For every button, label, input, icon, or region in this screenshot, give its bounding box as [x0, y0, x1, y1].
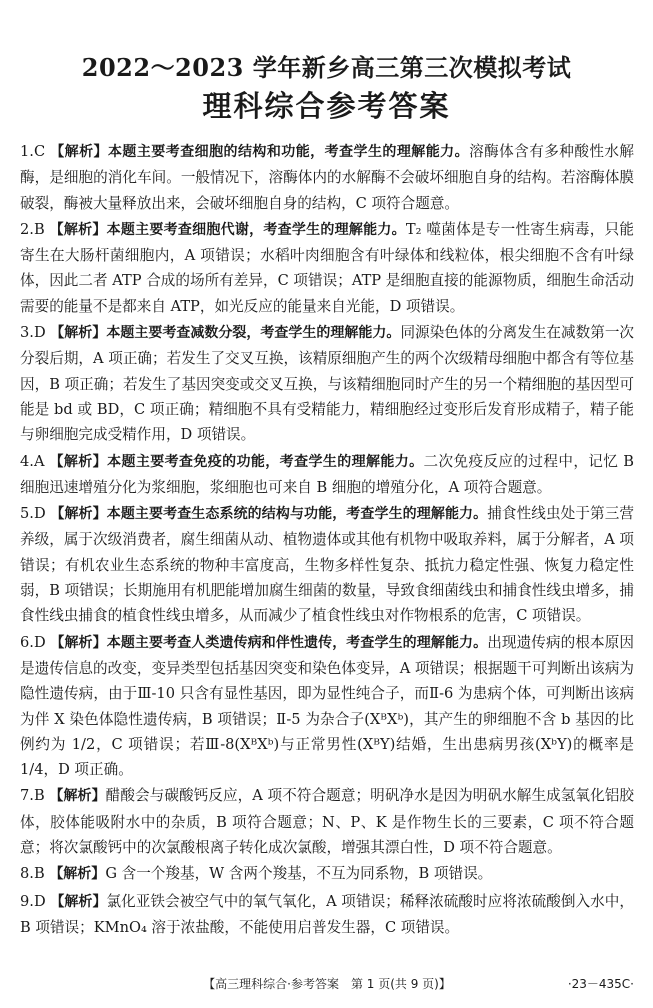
analysis-body: 氯化亚铁会被空气中的氧气氧化，A 项错误；稀释浓硫酸时应将浓硫酸倒入水中，B 项错误；KMnO₄ 溶于浓盐酸，不能使用启普发生器，C 项错误。 [20, 892, 635, 936]
answer-choice: C [33, 143, 46, 160]
analysis-body: G 含一个羧基，W 含两个羧基，不互为同系物，B 项错误。 [105, 865, 493, 883]
answer-item-2: 2.B 【解析】本题主要考查细胞代谢，考查学生的理解能力。T₂ 噬菌体是专一性寄生病毒，只能寄生在大肠杆菌细胞内，A 项错误；水稻叶肉细胞含有叶绿体和线粒体，根尖细胞不含有叶绿体，因此二者 ATP 合成的场所有差异，C 项错误；ATP 是细胞直接的能源物质，细胞生命活动需要的能量不是都来自 ATP，如光反应的能量来自光能，D 项错误。 [20, 220, 635, 315]
page-footer [20, 975, 634, 993]
answer-item-6: 6.D 【解析】本题主要考查人类遗传病和伴性遗传，考查学生的理解能力。出现遗传病的根本原因是遗传信息的改变，变异类型包括基因突变和染色体变异，A 项错误；根据题干可判断出该病为隐性遗传病，由于Ⅲ-10 只含有显性基因，即为显性纯合子，而Ⅱ-6 为患病个体，可判断出该病为伴 X 染色体隐性遗传病，B 项错误；Ⅱ-5 为杂合子(XᴮXᵇ)，其产生的卵细胞不含 b 基因的比例约为 1/2，C 项错误；若Ⅲ-8(XᴮXᵇ)与正常男性(XᴮY)结婚，生出患病男孩(XᵇY)的概率是 1/4，D 项正确。 [20, 633, 634, 779]
analysis-tag: 【解析】 [50, 506, 107, 523]
analysis-body: T₂ 噬菌体是专一性寄生病毒，只能寄生在大肠杆菌细胞内，A 项错误；水稻叶肉细胞含有叶绿体和线粒体，根尖细胞不含有叶绿体，因此二者 ATP 合成的场所有差异，C 项错误；ATP 是细胞直接的能源物质，细胞生命活动需要的能量不是都来自 ATP，如光反应的能量来自光能，D 项错误。 [20, 220, 635, 315]
exam-title: 2022～2023 学年新乡高三第三次模拟考试 [81, 53, 572, 82]
answer-choice: D [33, 892, 46, 910]
analysis-tag: 【解析】 [50, 634, 107, 651]
answer-choice: B [33, 787, 45, 805]
answer-item-3: 3.D 【解析】本题主要考查减数分裂，考查学生的理解能力。同源染色体的分离发生在减数第一次分裂后期，A 项正确；若发生了交叉互换，该精原细胞产生的两个次级精母细胞中都含有等位基因，B 项正确；若发生了基因突变或交叉互换，与该精细胞同时产生的另一个精细胞的基因型可能是 bd 或 BD，C 项正确；精细胞不具有受精能力，精细胞经过变形后发育形成精子，精子能与卵细胞完成受精作用，D 项错误。 [20, 324, 635, 444]
answer-choice: D [33, 633, 46, 651]
answer-item-9: 9.D 【解析】氯化亚铁会被空气中的氧气氧化，A 项错误；稀释浓硫酸时应将浓硫酸倒入水中，B 项错误；KMnO₄ 溶于浓盐酸，不能使用启普发生器，C 项错误。 [20, 892, 635, 936]
answer-item-1: 1.C 【解析】本题主要考查细胞的结构和功能，考查学生的理解能力。溶酶体含有多种酸性水解酶，是细胞的消化车间。一般情况下，溶酶体内的水解酶不会破坏细胞自身的结构。若溶酶体膜破裂，酶被大量释放出来，会破坏细胞自身的结构，C 项符合题意。 [20, 143, 635, 212]
analysis-body: 醋酸会与碳酸钙反应，A 项不符合题意；明矾净水是因为明矾水解生成氢氧化铝胶体，胶体能吸附水中的杂质，B 项符合题意；N、P、K 是作物生长的三要素，C 项不符合题意；将次氯酸钙中的次氯酸根离子转化成次氯酸，增强其漂白性，D 项不符合题意。 [20, 787, 635, 857]
analysis-tag: 【解析】 [49, 866, 106, 883]
analysis-body: 溶酶体含有多种酸性水解酶，是细胞的消化车间。一般情况下，溶酶体内的水解酶不会破坏细胞自身的结构。若溶酶体膜破裂，酶被大量释放出来，会破坏细胞自身的结构，C 项符合题意。 [20, 143, 635, 212]
analysis-lead: 本题主要考查人类遗传病和伴性遗传，考查学生的理解能力。 [106, 634, 488, 651]
answer-item-8: 8.B 【解析】G 含一个羧基，W 含两个羧基，不互为同系物，B 项错误。 [20, 865, 493, 883]
answer-item-7: 7.B 【解析】醋酸会与碳酸钙反应，A 项不符合题意；明矾净水是因为明矾水解生成氢氧化铝胶体，胶体能吸附水中的杂质，B 项符合题意；N、P、K 是作物生长的三要素，C 项不符合题意；将次氯酸钙中的次氯酸根离子转化成次氯酸，增强其漂白性，D 项不符合题意。 [20, 787, 635, 857]
analysis-body: 同源染色体的分离发生在减数第一次分裂后期，A 项正确；若发生了交叉互换，该精原细胞产生的两个次级精母细胞中都含有等位基因，B 项正确；若发生了基因突变或交叉互换，与该精细胞同时产生的另一个精细胞的基因型可能是 bd 或 BD，C 项正确；精细胞不具有受精能力，精细胞经过变形后发育形成精子，精子能与卵细胞完成受精作用，D 项错误。 [20, 324, 635, 444]
analysis-lead: 本题主要考查细胞的结构和功能，考查学生的理解能力。 [107, 144, 470, 160]
analysis-body: 出现遗传病的根本原因是遗传信息的改变，变异类型包括基因突变和染色体变异，A 项错误；根据题干可判断出该病为隐性遗传病，由于Ⅲ-10 只含有显性基因，即为显性纯合子，而Ⅱ-6 为患病个体，可判断出该病为伴 X 染色体隐性遗传病，B 项错误；Ⅱ-5 为杂合子(XᴮXᵇ)，其产生的卵细胞不含 b 基因的比例约为 1/2，C 项错误；若Ⅲ-8(XᴮXᵇ)与正常男性(XᴮY)结婚，生出患病男孩(XᵇY)的概率是 1/4，D 项正确。 [20, 633, 634, 779]
analysis-tag: 【解析】 [49, 221, 107, 238]
analysis-tag: 【解析】 [50, 325, 107, 342]
analysis-lead: 本题主要考查减数分裂，考查学生的理解能力。 [106, 325, 401, 342]
answer-choice: B [33, 865, 45, 883]
answer-item-4: 4.A 【解析】本题主要考查免疫的功能，考查学生的理解能力。二次免疫反应的过程中，记忆 B 细胞迅速增殖分化为浆细胞，浆细胞也可来自 B 细胞的增殖分化，A 项符合题意。 [20, 452, 635, 496]
answer-key-title: 理科综合参考答案 [202, 89, 451, 123]
analysis-lead: 本题主要考查免疫的功能，考查学生的理解能力。 [107, 453, 424, 470]
answer-item-5: 5.D 【解析】本题主要考查生态系统的结构与功能，考查学生的理解能力。捕食性线虫处于第三营养级，属于次级消费者，腐生细菌从动、植物遗体或其他有机物中吸取养料，属于分解者，A 项错误；有机农业生态系统的物种丰富度高，生物多样性复杂、抵抗力稳定性强、恢复力稳定性弱，B 项错误；长期施用有机肥能增加腐生细菌的数量，导致食细菌线虫和捕食性线虫增多，捕食性线虫捕食的植食性线虫增多，从而减少了植食性线虫对作物根系的危害，C 项错误。 [20, 505, 634, 625]
answer-choice: A [33, 452, 45, 470]
answer-choice: D [33, 324, 46, 342]
analysis-tag: 【解析】 [49, 453, 108, 470]
answer-choice: B [33, 220, 45, 238]
analysis-lead: 本题主要考查生态系统的结构与功能，考查学生的理解能力。 [106, 506, 488, 523]
answer-choice: D [33, 505, 46, 523]
analysis-lead: 本题主要考查细胞代谢，考查学生的理解能力。 [106, 221, 406, 238]
footer-exam-code: ·23－435C· [567, 977, 634, 991]
answer-list [20, 139, 634, 941]
analysis-tag: 【解析】 [50, 144, 108, 160]
analysis-body: 二次免疫反应的过程中，记忆 B 细胞迅速增殖分化为浆细胞，浆细胞也可来自 B 细胞的增殖分化，A 项符合题意。 [20, 452, 635, 496]
analysis-tag: 【解析】 [49, 788, 106, 805]
footer-page-info: 【高三理科综合·参考答案 第 1 页(共 9 页)】 [203, 977, 451, 991]
analysis-body: 捕食性线虫处于第三营养级，属于次级消费者，腐生细菌从动、植物遗体或其他有机物中吸取养料，属于分解者，A 项错误；有机农业生态系统的物种丰富度高，生物多样性复杂、抵抗力稳定性强、恢复力稳定性弱，B 项错误；长期施用有机肥能增加腐生细菌的数量，导致食细菌线虫和捕食性线虫增多，捕食性线虫捕食的植食性线虫增多，从而减少了植食性线虫对作物根系的危害，C 项错误。 [20, 505, 634, 625]
analysis-tag: 【解析】 [50, 893, 107, 910]
